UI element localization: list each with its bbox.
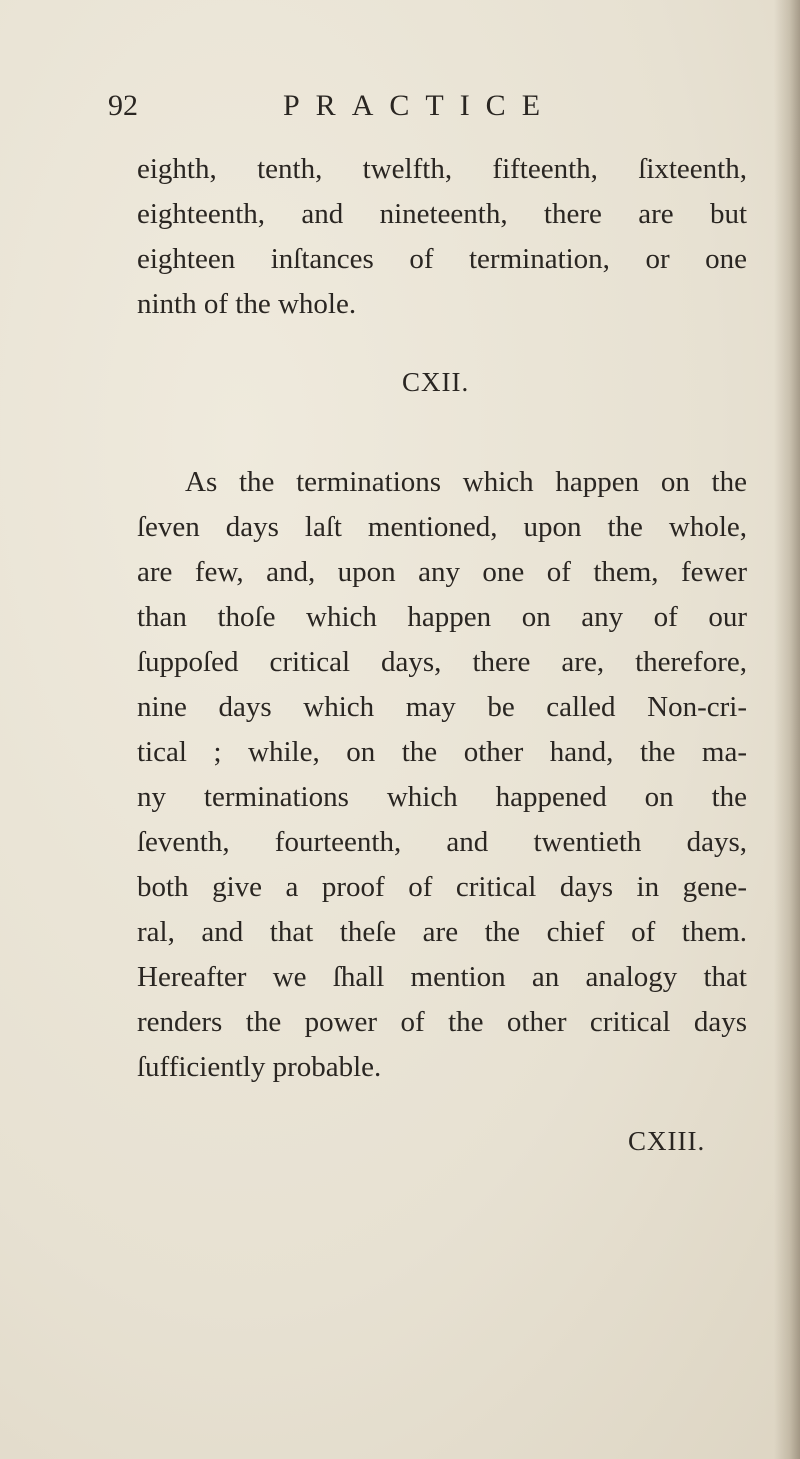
text-line: both give a proof of critical days in gene- [137,871,747,903]
running-title: PRACTICE [283,89,557,122]
text-line: Hereafter we ſhall mention an analogy that [137,961,747,993]
text-line: ſuppoſed critical days, there are, therefore, [137,646,747,678]
paragraph-2 [137,460,747,1090]
text-line: eighteen inſtances of termination, or one [137,243,747,275]
text-line: As the terminations which happen on the [185,466,747,498]
text-line: eighth, tenth, twelfth, fifteenth, ſixteenth, [137,153,747,185]
page-edge-shadow [774,0,800,1459]
text-line: ny terminations which happened on the [137,781,747,813]
running-head [108,82,628,132]
section-heading: CXII. [402,367,470,397]
text-line: nine days which may be called Non-cri- [137,691,747,723]
text-line: renders the power of the other critical days [137,1006,747,1038]
text-line: than thoſe which happen on any of our [137,601,747,633]
text-line: eighteenth, and nineteenth, there are but [137,198,747,230]
text-line: ſeventh, fourteenth, and twentieth days, [137,826,747,858]
text-line: ſeven days laſt mentioned, upon the whole, [137,511,747,543]
paragraph-1 [137,147,747,327]
text-line: are few, and, upon any one of them, fewer [137,556,747,588]
text-line: ſufficiently probable. [137,1051,382,1083]
catchword: CXIII. [628,1126,706,1156]
page-number: 92 [108,89,138,122]
text-line: tical ; while, on the other hand, the ma- [137,736,747,768]
text-line: ninth of the whole. [137,288,357,320]
text-line: ral, and that theſe are the chief of them. [137,916,747,948]
